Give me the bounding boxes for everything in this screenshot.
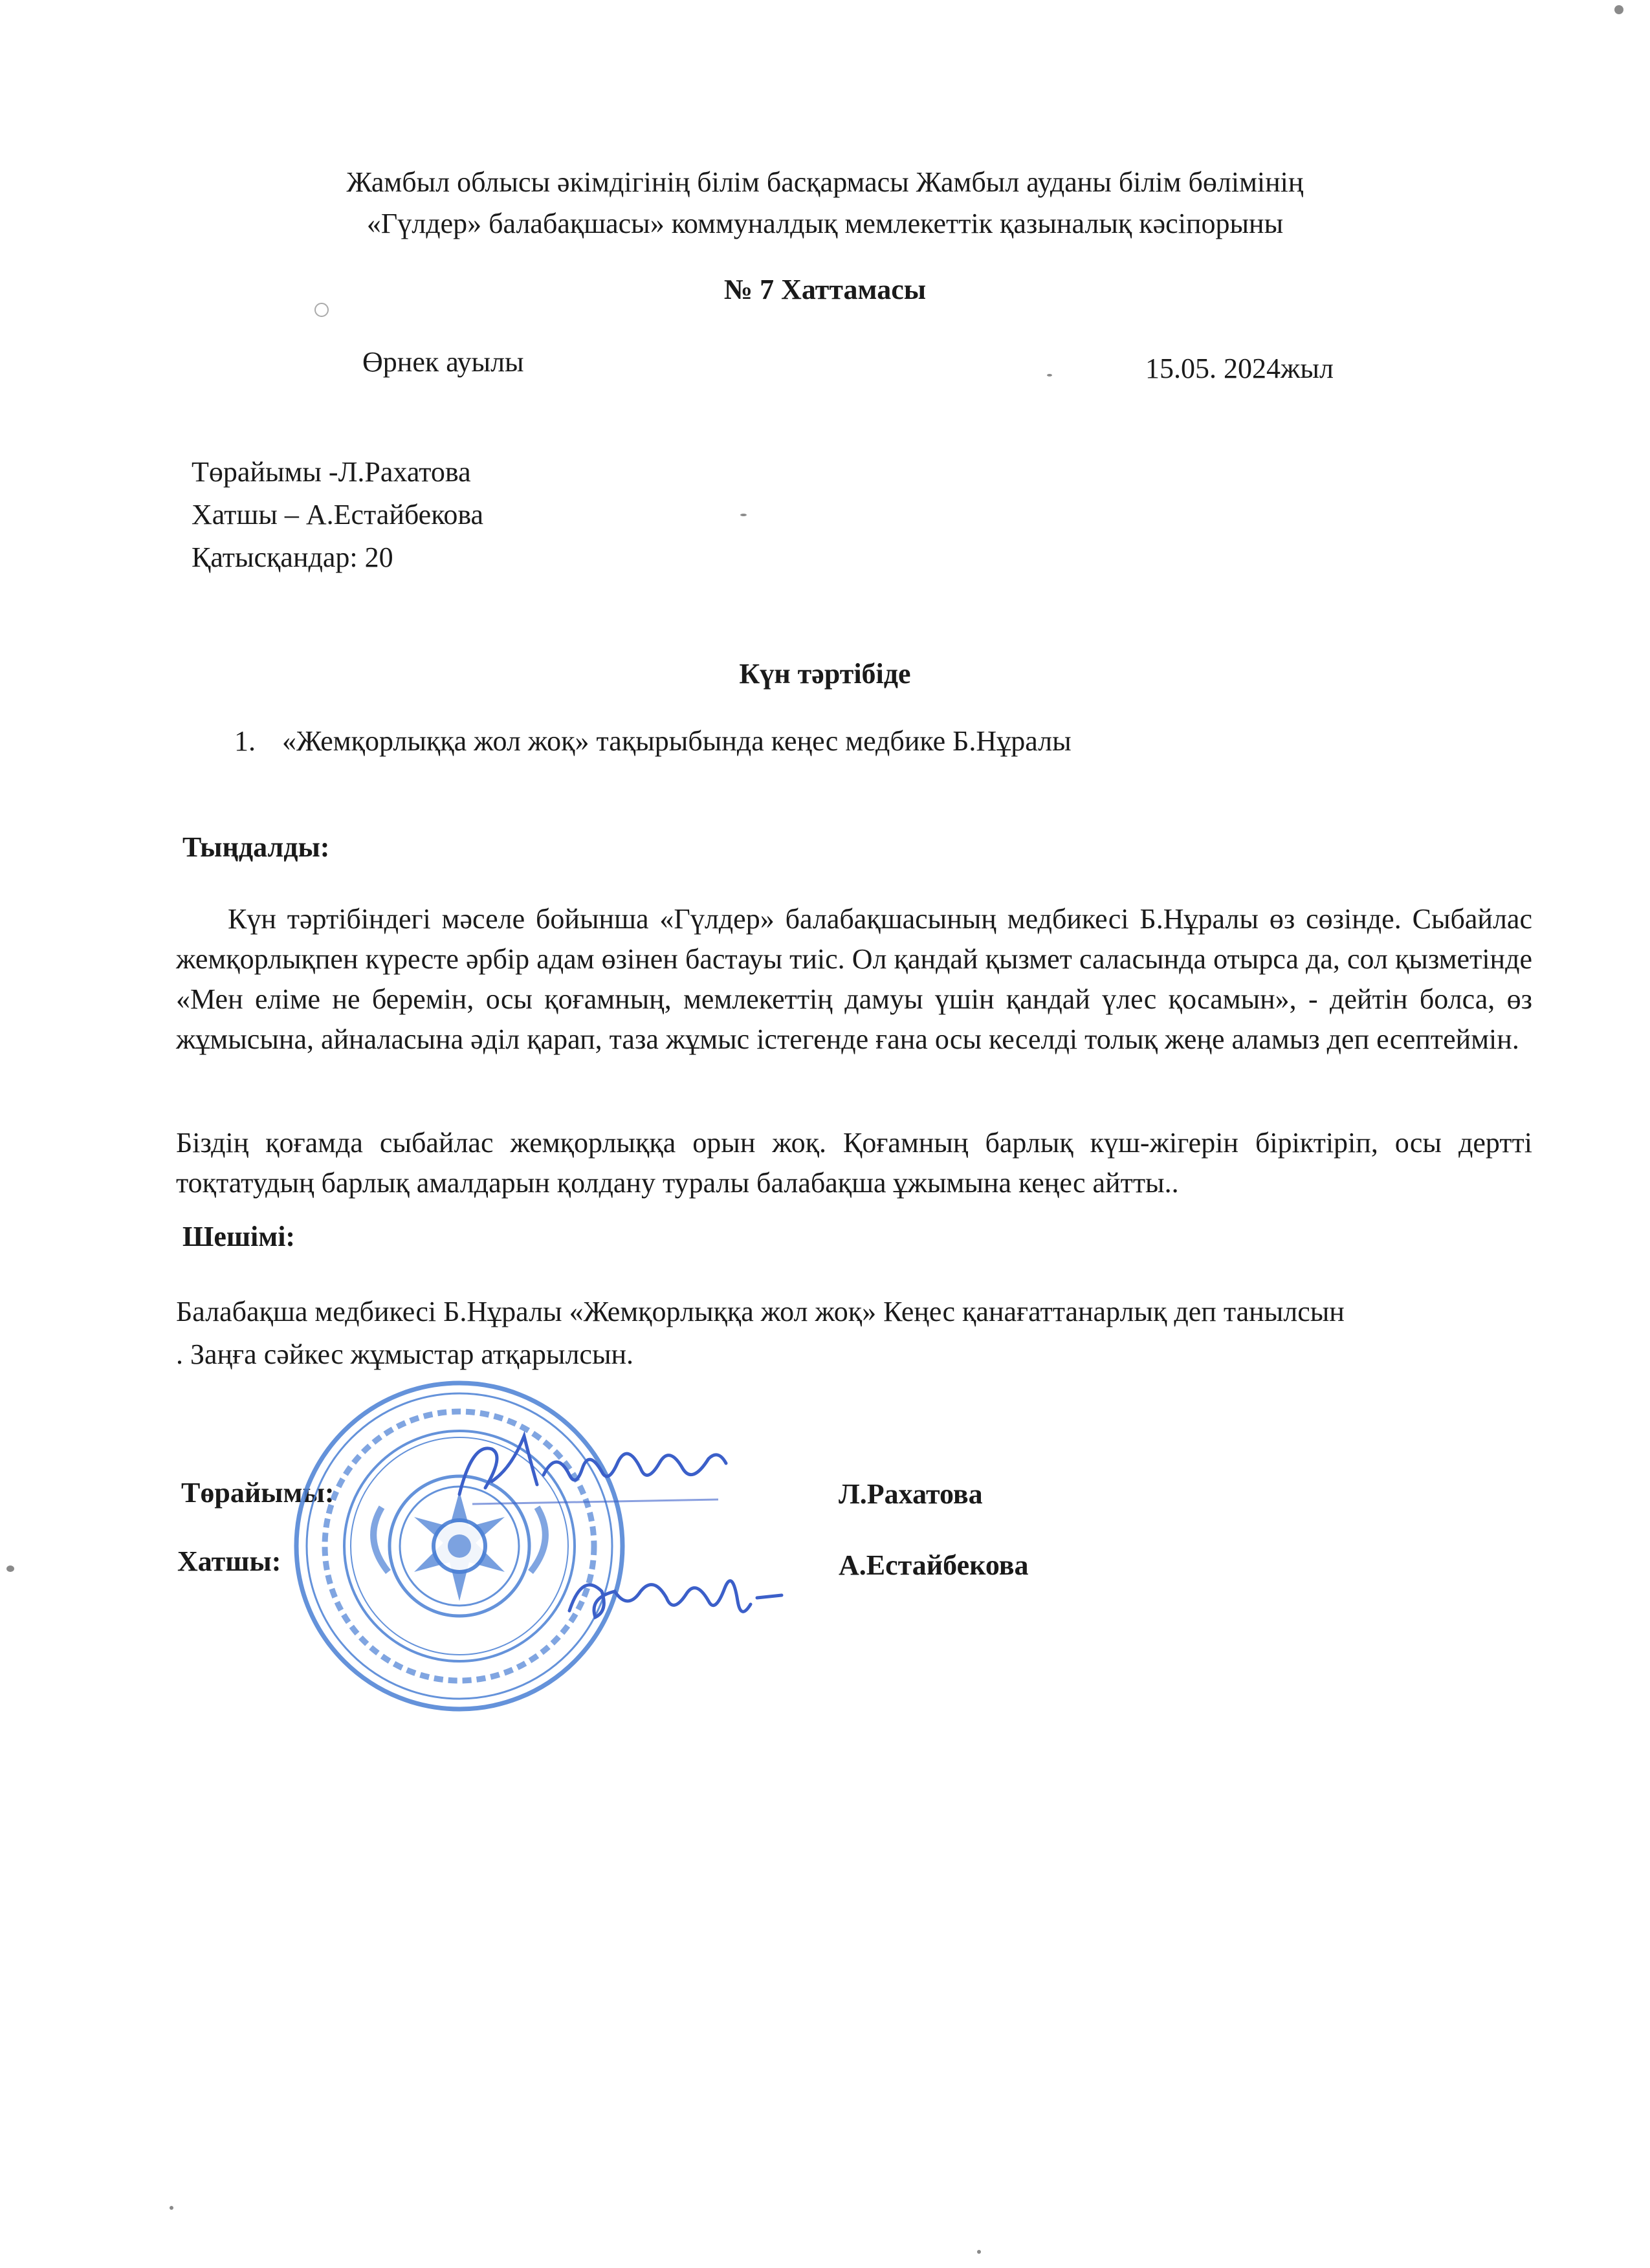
scan-speck — [314, 303, 329, 317]
attendees-line: Қатысқандар: 20 — [192, 541, 393, 573]
scan-speck — [977, 2250, 981, 2254]
scan-speck — [1614, 5, 1623, 14]
scan-speck — [1047, 374, 1052, 376]
agenda-item-number: 1. — [234, 725, 256, 757]
chair-signature-name: Л.Рахатова — [839, 1478, 983, 1510]
protocol-title: № 7 Хаттамасы — [723, 274, 927, 305]
decision-line-2: . Заңға сәйкес жұмыстар атқарылсын. — [176, 1338, 634, 1370]
agenda-heading: Күн тәртібіде — [739, 658, 911, 690]
secretary-line: Хатшы – А.Естайбекова — [192, 499, 484, 530]
secretary-handwritten-signature — [556, 1553, 789, 1637]
heard-heading: Тыңдалды: — [182, 831, 330, 863]
scan-speck — [170, 2206, 173, 2210]
scan-speck — [740, 514, 747, 516]
secretary-signature-label: Хатшы: — [177, 1545, 281, 1577]
header-line-1: Жамбыл облысы әкімдігінің білім басқармасы Жамбыл ауданы білім бөлімінің — [346, 166, 1304, 198]
chair-line: Төрайымы -Л.Рахатова — [192, 456, 471, 488]
heard-paragraph-1: Күн тәртібіндегі мәселе бойынша «Гүлдер» балабақшасының медбикесі Б.Нұралы өз сөзінде. Сыбайлас жемқорлықпен күресте әрбір адам өзінен бастауы тиіс. Ол қандай қызмет саласында отырса да, сол қызметінде «Мен еліме не беремін, осы қоғамның, мемлекеттің дамуы үшін қандай үлес қосамын», - дейтін болса, өз жұмысына, айналасына әділ қарап, таза жұмыс істегенде ғана осы кеселді толық жеңе аламыз деп есептеймін. — [176, 903, 1532, 1055]
scan-speck — [6, 1565, 14, 1572]
chair-handwritten-signature — [446, 1423, 731, 1514]
heard-paragraph-2: Біздің қоғамда сыбайлас жемқорлыққа орын жоқ. Қоғамның барлық күш-жігерін біріктіріп, осы дертті тоқтатудың барлық амалдарын қолдану туралы балабақша ұжымына кеңес айтты.. — [176, 1127, 1532, 1199]
agenda-item-text: «Жемқорлыққа жол жоқ» тақырыбында кеңес медбике Б.Нұралы — [282, 725, 1072, 757]
chair-signature-label: Төрайымы: — [181, 1477, 335, 1509]
decision-line-1: Балабақша медбикесі Б.Нұралы «Жемқорлыққа жол жоқ» Кеңес қанағаттанарлық деп танылсын — [176, 1296, 1345, 1327]
date-label: 15.05. 2024жыл — [1145, 353, 1334, 384]
secretary-signature-name: А.Естайбекова — [839, 1549, 1029, 1581]
header-line-2: «Гүлдер» балабақшасы» коммуналдық мемлекеттік қазыналық кәсіпорыны — [366, 208, 1284, 239]
decision-heading: Шешімі: — [182, 1221, 296, 1252]
place-label: Өрнек ауылы — [362, 346, 524, 378]
